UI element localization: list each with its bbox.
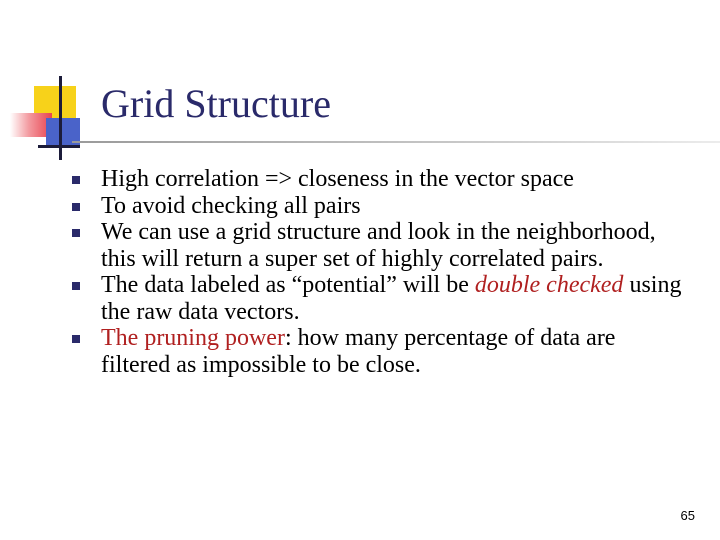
bullet-text: High correlation => closeness in the vector space	[101, 166, 574, 192]
bullet-list	[70, 166, 690, 378]
bullet-emphasis-double-checked: double checked	[474, 272, 624, 298]
bullet-item	[70, 166, 690, 193]
title-ornament-horizontal-line	[38, 145, 80, 148]
bullet-text-before: The data labeled as “potential” will be	[101, 272, 475, 298]
bullet-item	[70, 325, 690, 378]
page-number: 65	[680, 508, 695, 523]
bullet-item	[70, 272, 690, 325]
title-ornament-blue-square	[46, 118, 80, 148]
square-bullet-icon	[72, 282, 80, 290]
bullet-emphasis-pruning-power: The pruning power	[101, 325, 285, 351]
bullet-item	[70, 193, 690, 220]
square-bullet-icon	[72, 203, 80, 211]
slide-title: Grid Structure	[101, 81, 331, 126]
bullet-text-after: using the raw data vectors.	[101, 272, 682, 325]
bullet-item	[70, 219, 690, 272]
square-bullet-icon	[72, 229, 80, 237]
square-bullet-icon	[72, 335, 80, 343]
bullet-text: We can use a grid structure and look in the neighborhood, this will return a super set of highly correlated pairs.	[101, 219, 656, 272]
square-bullet-icon	[72, 176, 80, 184]
title-underline-rule	[72, 141, 720, 143]
bullet-text: To avoid checking all pairs	[101, 192, 361, 219]
bullet-text-after: : how many percentage of data are filtered as impossible to be close.	[101, 325, 616, 378]
